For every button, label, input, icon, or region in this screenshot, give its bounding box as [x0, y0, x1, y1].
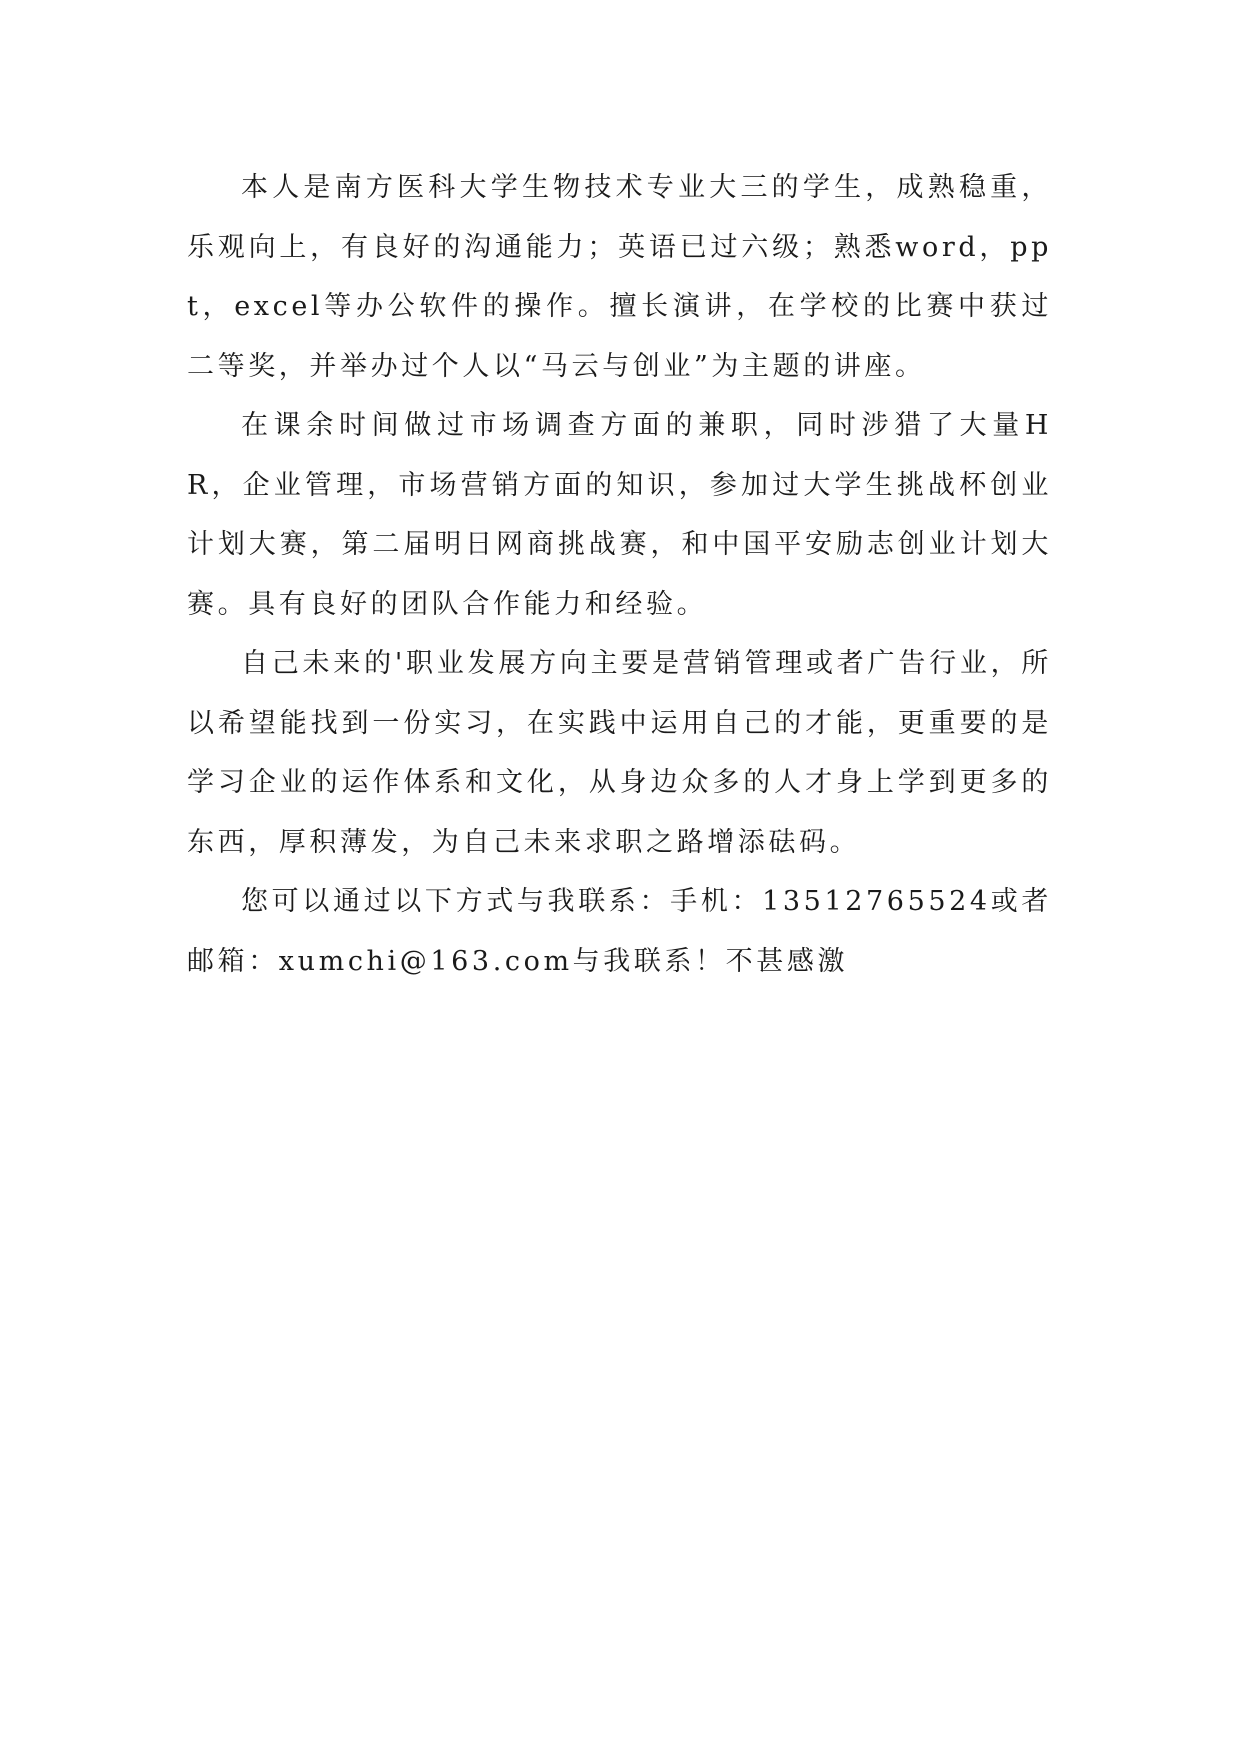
paragraph-experience: 在课余时间做过市场调查方面的兼职，同时涉猎了大量HR，企业管理，市场营销方面的知识，参加过大学生挑战杯创业计划大赛，第二届明日网商挑战赛，和中国平安励志创业计划大赛。具有良好的团队合作能力和经验。 — [187, 410, 1052, 620]
paragraph-career-goals: 自己未来的'职业发展方向主要是营销管理或者广告行业，所以希望能找到一份实习，在实践中运用自己的才能，更重要的是学习企业的运作体系和文化，从身边众多的人才身上学到更多的东西，厚积薄发，为自己未来求职之路增添砝码。 — [187, 648, 1052, 858]
document-body — [187, 158, 1052, 991]
paragraph-contact-info: 您可以通过以下方式与我联系：手机：13512765524或者邮箱：xumchi@163.com与我联系！不甚感激 — [187, 886, 1052, 977]
paragraph-self-introduction: 本人是南方医科大学生物技术专业大三的学生，成熟稳重，乐观向上，有良好的沟通能力；英语已过六级；熟悉word，ppt，excel等办公软件的操作。擅长演讲，在学校的比赛中获过二等奖，并举办过个人以“马云与创业”为主题的讲座。 — [187, 172, 1052, 382]
